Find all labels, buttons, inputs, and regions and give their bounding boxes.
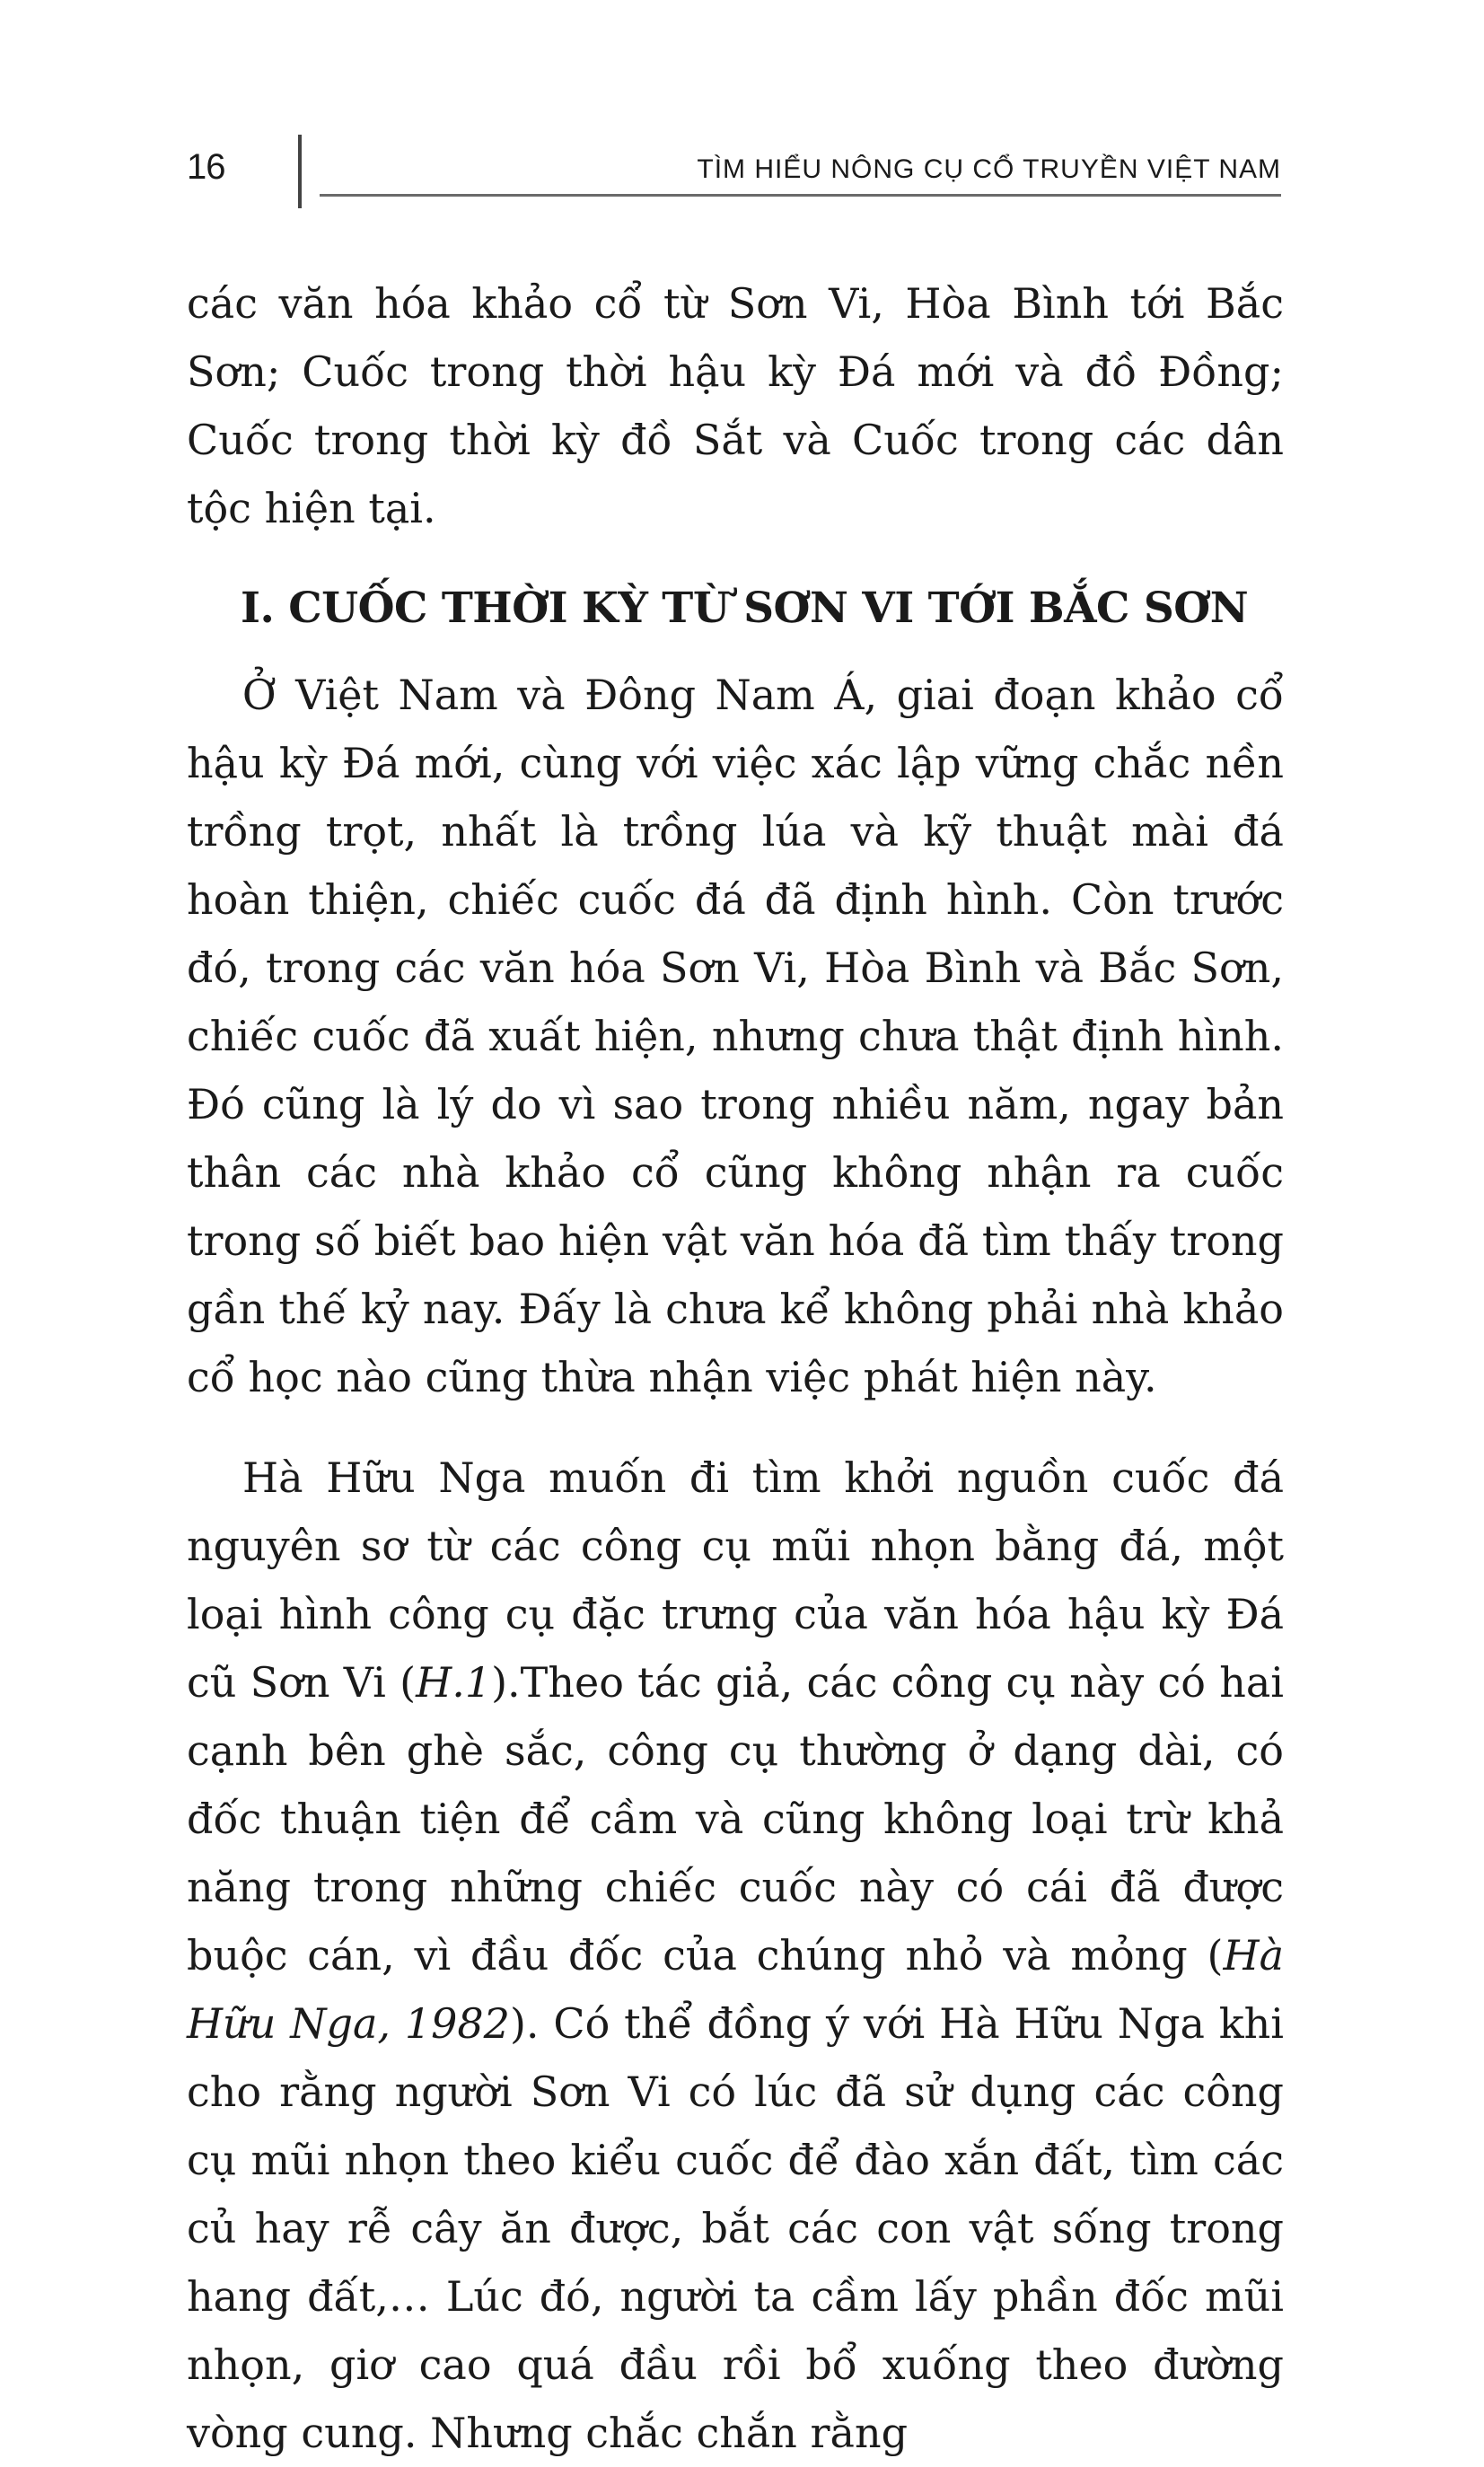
paragraph-2-text-3: ). Có thể đồng ý với Hà Hữu Nga khi cho rằng người Sơn Vi có lúc đã sử dụng các công cụ mũi nhọn theo kiểu cuốc để đào xắn đất, tìm các củ hay rễ cây ăn được, bắt các con vật sống trong hang đất,… Lúc đó, người ta cầm lấy phần đốc mũi nhọn, giơ cao quá đầu rồi bổ xuống theo đường vòng cung. Nhưng chắc chắn rằng [187, 1999, 1284, 2457]
paragraph-2-text-2: ).Theo tác giả, các công cụ này có hai cạnh bên ghè sắc, công cụ thường ở dạng dài, có đốc thuận tiện để cầm và cũng không loại trừ khả năng trong những chiếc cuốc này có cái đã được buộc cán, vì đầu đốc của chúng nhỏ và mỏng ( [187, 1658, 1284, 1980]
intro-paragraph: các văn hóa khảo cổ từ Sơn Vi, Hòa Bình tới Bắc Sơn; Cuốc trong thời hậu kỳ Đá mới và đồ Đồng; Cuốc trong thời kỳ đồ Sắt và Cuốc trong các dân tộc hiện tại. [187, 279, 1284, 532]
paragraph-2-text-1: Hà Hữu Nga muốn đi tìm khởi nguồn cuốc đá nguyên sơ từ các công cụ mũi nhọn bằng đá, một loại hình công cụ đặc trưng của văn hóa hậu kỳ Đá cũ Sơn Vi ( [187, 1453, 1284, 1707]
paragraph-1: Ở Việt Nam và Đông Nam Á, giai đoạn khảo cổ hậu kỳ Đá mới, cùng với việc xác lập vững chắc nền trồng trọt, nhất là trồng lúa và kỹ thuật mài đá hoàn thiện, chiếc cuốc đá đã định hình. Còn trước đó, trong các văn hóa Sơn Vi, Hòa Bình và Bắc Sơn, chiếc cuốc đã xuất hiện, nhưng chưa thật định hình. Đó cũng là lý do vì sao trong nhiều năm, ngay bản thân các nhà khảo cổ cũng không nhận ra cuốc trong số biết bao hiện vật văn hóa đã tìm thấy trong gần thế kỷ nay. Đấy là chưa kể không phải nhà khảo cổ học nào cũng thừa nhận việc phát hiện này. [187, 671, 1284, 1401]
header-divider [298, 135, 302, 208]
header-rule [320, 194, 1281, 197]
running-header-title: TÌM HIỂU NÔNG CỤ CỔ TRUYỀN VIỆT NAM [697, 154, 1281, 184]
page-content [187, 269, 1284, 2467]
page-number: 16 [187, 147, 225, 187]
citation: Hà Hữu Nga, 1982 [187, 1931, 1284, 2048]
paragraph-2 [187, 1444, 1284, 2467]
figure-reference: H.1 [416, 1658, 492, 1707]
section-heading: I. CUỐC THỜI KỲ TỪ SƠN VI TỚI BẮC SƠN [241, 584, 1249, 633]
